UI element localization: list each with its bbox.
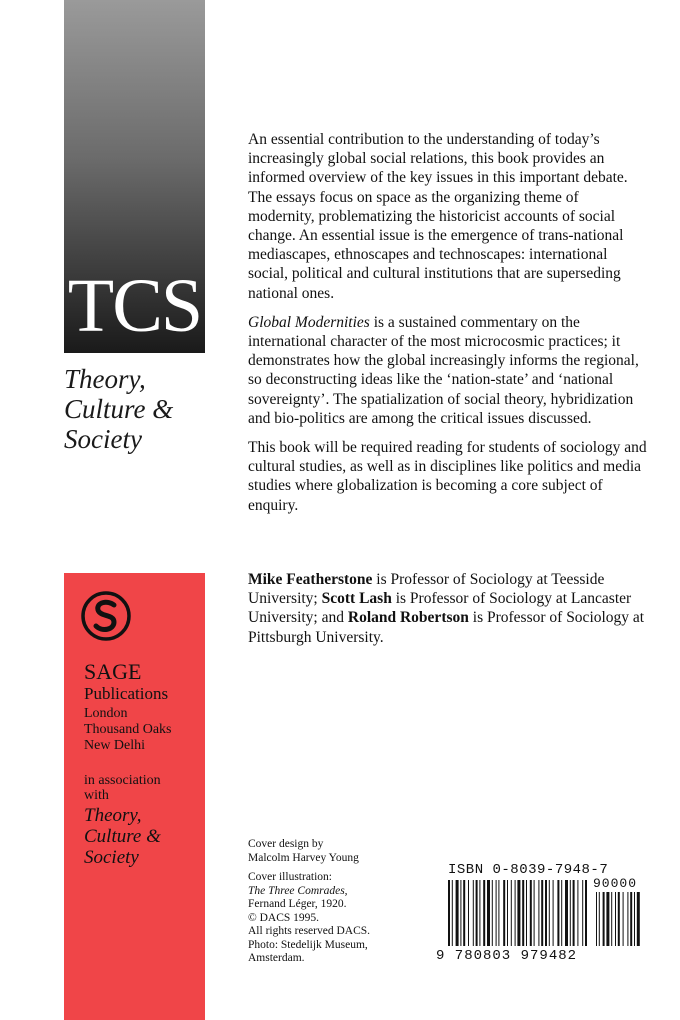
blurb-paragraph-2-text: is a sustained commentary on the international character of the most microcosmic practices; it demonstrates how the global increasingly informs the regional, so deconstructing ideas like the ‘nation-state’ and ‘national sovereignty’. The spatialization of social theory, hybridization and bio-politics are among the critical issues discussed. [248,313,639,427]
cover-credits [248,838,438,972]
barcode-icon [446,880,646,948]
association-line: in association [84,773,161,788]
series-title-line: Culture & [64,394,174,424]
publisher-publications: Publications [84,684,169,703]
barcode-addon: 90000 [593,876,638,891]
design-credit [248,838,438,865]
author-name: Scott Lash [321,590,392,608]
publisher-place: Thousand Oaks [84,722,172,737]
publisher-name: SAGE [84,659,142,684]
association-title-line: Culture & [84,826,161,847]
sage-logo-icon [80,590,132,642]
design-label: Cover design by [248,838,324,850]
series-title-line: Theory, [64,364,146,394]
rights: All rights reserved DACS. [248,925,371,937]
series-title [64,364,214,454]
photo-place: Amsterdam. [248,952,305,964]
blurb-paragraph-3: This book will be required reading for students of sociology and cultural studies, as well as in disciplines like politics and media studies where globalization is becoming a core subject of enquiry. [248,439,647,514]
author-bios [248,570,648,647]
author-name: Roland Robertson [347,609,469,627]
author-name: Mike Featherstone [248,571,373,588]
designer-name: Malcolm Harvey Young [248,851,359,864]
book-title: Global Modernities [248,313,370,331]
author-bio: is Professor of Sociology at Teesside University; [248,571,605,608]
association-block [84,773,161,868]
author-bio: is Professor of Sociology at Pittsburgh University. [248,609,645,646]
blurb-paragraph-1: An essential contribution to the understanding of today’s increasingly global social relations, this book provides an informed overview of the key issues in this important debate. The essays focus on space as the organizing theme of modernity, problematizing the historicist accounts of social change. An essential issue is the emergence of trans-national mediascapes, ethnoscapes and technoscapes: international social, political and cultural institutions that are superseding national ones. [248,131,628,302]
illustration-label: Cover illustration: [248,871,333,883]
tcs-logo: TCS [67,264,202,348]
barcode-digits: 9 780803 979482 [436,948,578,964]
author-bio: is Professor of Sociology at Lancaster University; and [248,590,632,627]
publisher-info [84,660,172,754]
isbn-label: ISBN 0-8039-7948-7 [448,862,609,878]
association-title-line: Theory, [84,805,142,826]
copyright: © DACS 1995. [248,911,320,924]
photo-credit: Photo: Stedelijk Museum, [248,938,368,951]
illustration-credit [248,871,438,966]
blurb [248,130,648,525]
illustration-title: The Three Comrades, [248,884,348,897]
publisher-place: London [84,706,128,721]
association-title-line: Society [84,847,139,868]
illustration-artist: Fernand Léger, 1920. [248,898,347,910]
publisher-place: New Delhi [84,738,146,753]
association-title [84,805,161,868]
blurb-paragraph-2 [248,313,648,428]
series-title-line: Society [64,424,142,454]
publisher-places [84,706,172,754]
association-line: with [84,788,109,803]
